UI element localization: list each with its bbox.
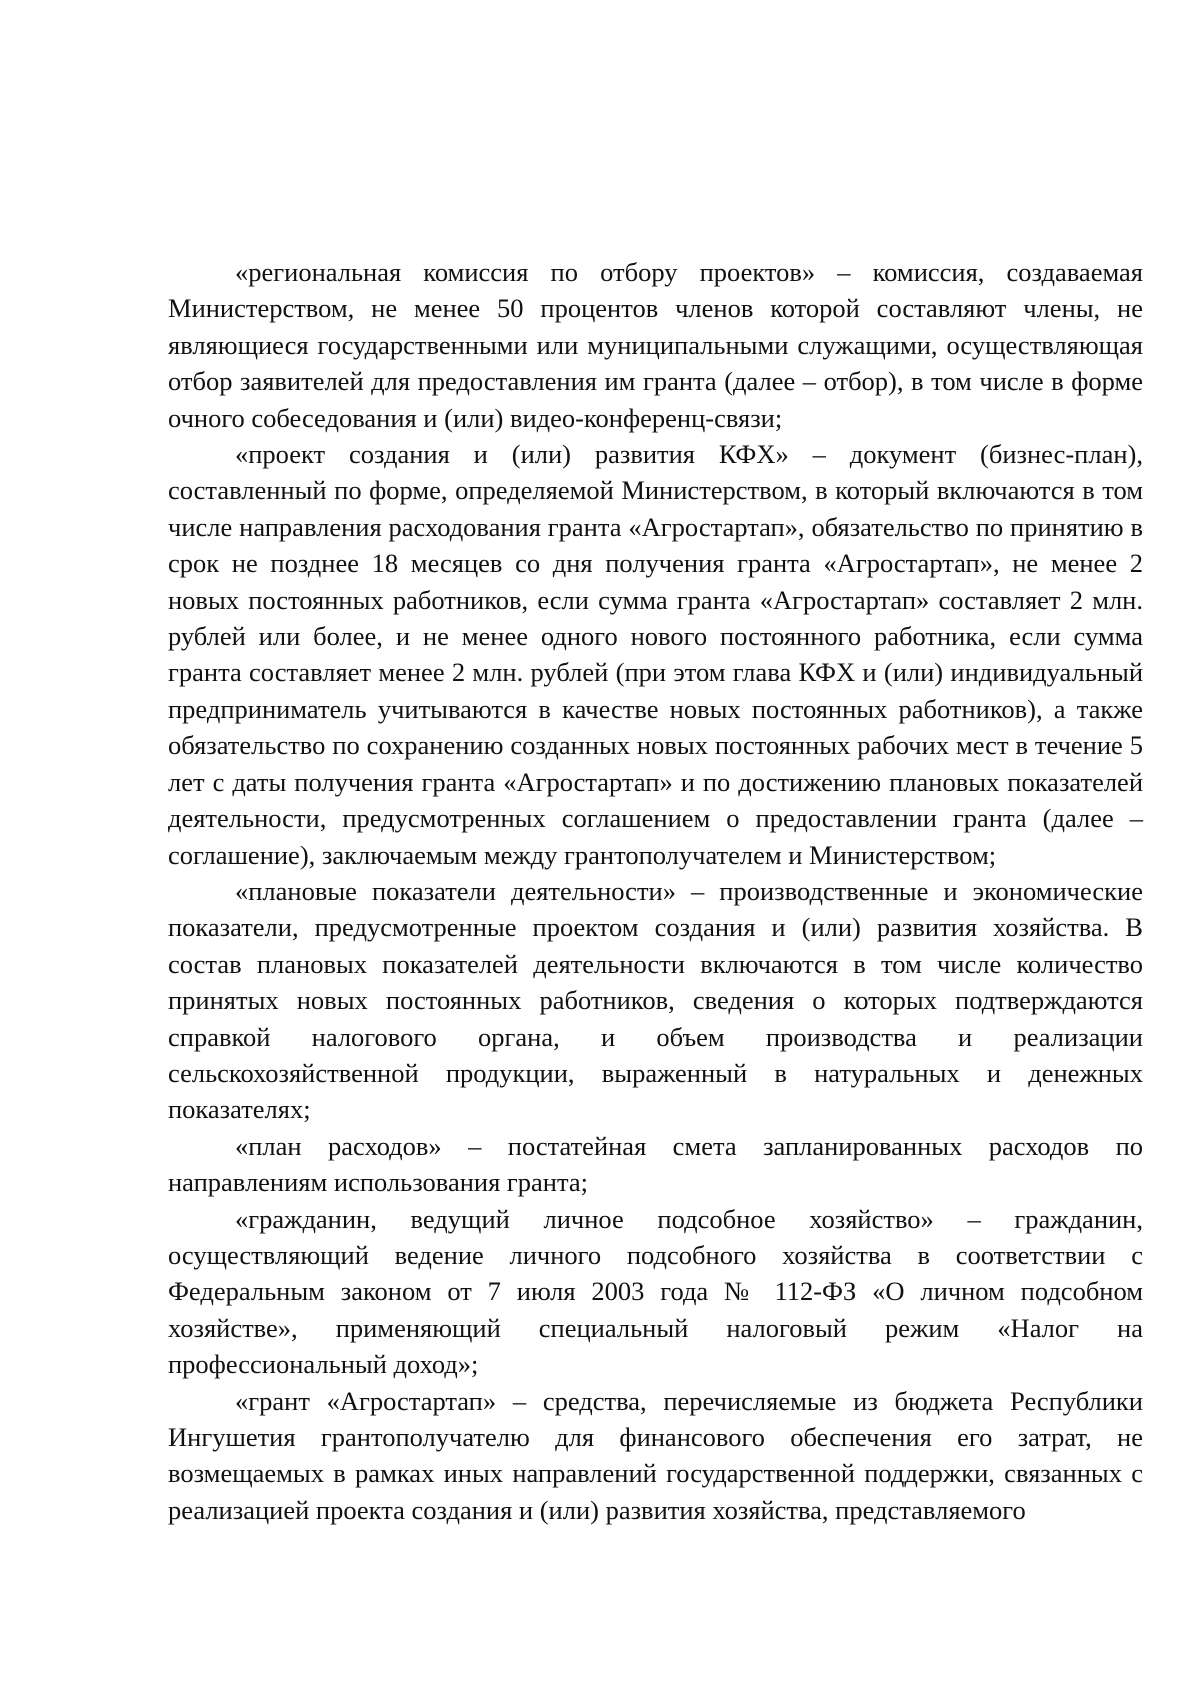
paragraph-planned-indicators: «плановые показатели деятельности» – производственные и экономические показатели, предусмотренные проектом создания и (или) развития хозяйства. В состав плановых показателей деятельности включаются в том числе количество принятых новых постоянных работников, сведения о которых подтверждаются справкой налогового органа, и объем производства и реализации сельскохозяйственной продукции, выраженный в натуральных и денежных показателях;	[168, 875, 1143, 1125]
paragraph-agrostartup-grant: «грант «Агростартап» – средства, перечисляемые из бюджета Республики Ингушетия грантополучателю для финансового обеспечения его затрат, не возмещаемых в рамках иных направлений государственной поддержки, связанных с реализацией проекта создания и (или) развития хозяйства, представляемого	[168, 1385, 1143, 1525]
paragraph-expense-plan: «план расходов» – постатейная смета запланированных расходов по направлениям использования гранта;	[168, 1130, 1143, 1198]
document-body	[168, 254, 1143, 1528]
paragraph-citizen-household: «гражданин, ведущий личное подсобное хозяйство» – гражданин, осуществляющий ведение личного подсобного хозяйства в соответствии с Федеральным законом от 7 июля 2003 года № 112-ФЗ «О личном подсобном хозяйстве», применяющий специальный налоговый режим «Налог на профессиональный доход»;	[168, 1203, 1143, 1380]
paragraph-kfh-project: «проект создания и (или) развития КФХ» – документ (бизнес-план), составленный по форме, определяемой Министерством, в который включаются в том числе направления расходования гранта «Агростартап», обязательство по принятию в срок не позднее 18 месяцев со дня получения гранта «Агростартап», не менее 2 новых постоянных работников, если сумма гранта «Агростартап» составляет 2 млн. рублей или более, и не менее одного нового постоянного работника, если сумма гранта составляет менее 2 млн. рублей (при этом глава КФХ и (или) индивидуальный предприниматель учитываются в качестве новых постоянных работников), а также обязательство по сохранению созданных новых постоянных рабочих мест в течение 5 лет с даты получения гранта «Агростартап» и по достижению плановых показателей деятельности, предусмотренных соглашением о предоставлении гранта (далее – соглашение), заключаемым между грантополучателем и Министерством;	[168, 439, 1143, 870]
paragraph-regional-commission: «региональная комиссия по отбору проектов» – комиссия, создаваемая Министерством, не менее 50 процентов членов которой составляют члены, не являющиеся государственными или муниципальными служащими, осуществляющая отбор заявителей для предоставления им гранта (далее – отбор), в том числе в форме очного собеседования и (или) видео-конференц-связи;	[168, 257, 1143, 433]
